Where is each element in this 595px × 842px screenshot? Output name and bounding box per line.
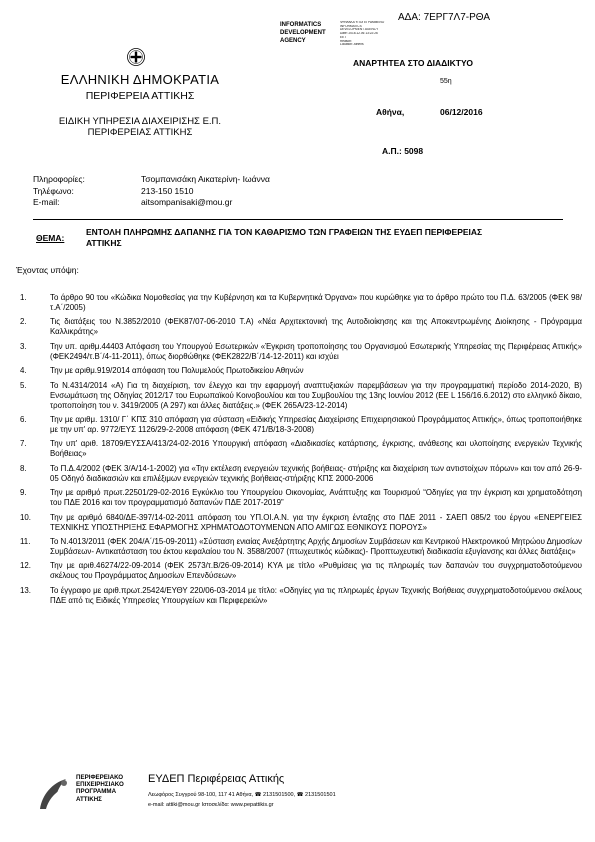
publish-online-notice: ΑΝΑΡΤΗΤΕΑ ΣΤΟ ΔΙΑΔΙΚΤΥΟ: [353, 58, 473, 68]
logo-line: ΠΕΡΙΦΕΡΕΙΑΚΟ: [76, 774, 124, 781]
list-item: [16, 317, 582, 337]
item-number: 1.: [20, 293, 27, 302]
greek-emblem-icon: [126, 47, 146, 67]
intro-text: Έχοντας υπόψη:: [16, 265, 79, 275]
list-item: [16, 537, 582, 557]
place-label: Αθήνα,: [376, 107, 405, 117]
subject-text: ΕΝΤΟΛΗ ΠΛΗΡΩΜΗΣ ΔΑΠΑΝΗΣ ΓΙΑ ΤΟΝ ΚΑΘΑΡΙΣΜΟ ΤΩΝ ΓΡΑΦΕΙΩΝ ΤΗΣ ΕΥΔΕΠ ΠΕΡΙΦΕΡΕΙΑΣ ΑΤΤΙΚΗΣ: [86, 227, 483, 248]
sequence-number: 55η: [440, 78, 452, 85]
item-number: 2.: [20, 317, 27, 327]
divider: [33, 219, 563, 220]
signature-line: DEVELOPMENT AGENCY: [340, 28, 379, 32]
signature-line: EET: [340, 35, 347, 39]
item-text: Την με αριθ.46274/22-09-2014 (ΦΕΚ 2573/τ.Β/26-09-2014) ΚΥΑ με τίτλο «Ρυθμίσεις για τις πληρωμές των δαπανών του συγχρηματοδοτούμενου σκέλους του Προγράμματος Δημοσίων Επενδύσεων»: [50, 561, 582, 581]
country-name: ΕΛΛΗΝΙΚΗ ΔΗΜΟΚΡΑΤΙΑ: [60, 72, 220, 87]
item-text: Την με αριθμ.919/2014 απόφαση του Πολυμελούς Πρωτοδικείου Αθηνών: [50, 366, 304, 376]
considerations-list: [16, 293, 582, 610]
item-text: Την υπ. αριθμ.44403 Απόφαση του Υπουργού Εσωτερικών «Έγκριση τροποποίησης του Οργανισμού Εσωτερικής Υπηρεσίας της Περιφέρειας Αττικής» (ΦΕΚ2494/τ.Β΄/4-11-2011), όπως διορθώθηκε (ΦΕΚ2822/Β΄/14-12-2011) και ισχύει: [50, 341, 582, 361]
list-item: [16, 342, 582, 362]
item-text: Την με αριθμό 6840/ΔΕ-397/14-02-2011 απόφαση του ΥΠ.ΟΙ.Α.Ν. για την έγκριση ένταξης στο ΠΔΕ 2011 - ΣΑΕΠ 085/2 του έργου «ΕΝΕΡΓΕΙΕΣ ΤΕΧΝΙΚΗΣ ΥΠΟΣΤΗΡΙΞΗΣ ΕΦΑΡΜΟΓΗΣ ΧΡΗΜΑΤΟΔΟΤΟΥΜΕΝΩΝ ΑΠΟ ΑΜΙΓΩΣ ΕΘΝΙΚΟΥΣ ΠΟΡΟΥΣ»: [50, 512, 582, 532]
list-item: [16, 586, 582, 606]
item-text: Τις διατάξεις του Ν.3852/2010 (ΦΕΚ87/07-06-2010 Τ.Α) «Νέα Αρχιτεκτονική της Αυτοδιοίκησης και της Αποκεντρωμένης Διοίκησης - Πρόγραμμα Καλλικράτης»: [50, 317, 582, 337]
protocol-number: Α.Π.: 5098: [382, 146, 424, 156]
item-number: 9.: [20, 488, 27, 498]
item-text: Το Ν.4314/2014 «Α) Για τη διαχείριση, τον έλεγχο και την εφαρμογή αναπτυξιακών παρεμβάσεων για την προγραμματική περίοδο 2014-2020, Β) Ενσωμάτωση της Οδηγίας 2012/17 του Ευρωπαϊκού Κοινοβουλίου και του Συμβουλίου της 13ης Ιουνίου 2012 (ΕΕ L 156/16.6.2012) στο ελληνικό δίκαιο, τροποποίηση του ν. 3419/2005 (Α 297) και άλλες διατάξεις.» (ΦΕΚ 265Α/23-12-2014): [50, 380, 582, 410]
item-number: 4.: [20, 366, 27, 376]
signature-line: ΨΗΦΙΑΚΑ ΥΠΟΓΕΓΡΑΜΜΕΝΟ: [340, 21, 385, 24]
info-value: Τσομπανισάκη Αικατερίνη- Ιωάννα: [141, 174, 270, 184]
info-line: INFORMATICS: [280, 22, 322, 28]
info-line: DEVELOPMENT: [280, 30, 326, 36]
email-value: aitsompanisaki@mou.gr: [141, 197, 233, 207]
digital-signature-stamp: [340, 21, 402, 47]
item-text: Το έγγραφο με αριθ.πρωτ.25424/ΕΥΘΥ 220/06-03-2014 με τίτλο: «Οδηγίες για τις πληρωμές έργων Τεχνικής Βοήθειας συγχρηματοδοτούμενου σκέλους ΠΔΕ από τις Ειδικές Υπηρεσίες Υπουργείων και Περιφερειών»: [50, 585, 582, 605]
item-number: 13.: [20, 585, 31, 595]
logo-line: ΠΡΟΓΡΑΜΜΑ: [76, 788, 117, 796]
list-item: [16, 439, 582, 459]
service-name: ΕΙΔΙΚΗ ΥΠΗΡΕΣΙΑ ΔΙΑΧΕΙΡΙΣΗΣ Ε.Π.: [58, 116, 222, 127]
item-text: Την υπ' αριθ. 18709/ΕΥΣΣΑ/413/24-02-2016 Υπουργική απόφαση «Διαδικασίες κατάρτισης, έγκρισης, ανάθεσης και υλοποίησης ενεργειών Τεχνικής Βοήθειας»: [50, 439, 582, 459]
document-date: 06/12/2016: [440, 107, 483, 117]
list-item: [16, 561, 582, 581]
signature-line: Reason:: [340, 39, 352, 43]
region-name: ΠΕΡΙΦΕΡΕΙΑ ΑΤΤΙΚΗΣ: [85, 90, 195, 102]
signature-line: INFORMATICS: [340, 24, 362, 28]
phone-label: Τηλέφωνο:: [33, 185, 74, 196]
item-text: Την με αριθμό πρωτ.22501/29-02-2016 Εγκύκλιο του Υπουργείου Οικονομίας, Ανάπτυξης και Τουρισμού “Οδηγίες για την έγκριση και χρηματοδότηση του ΠΔΕ 2016 και τον προγραμματισμό δαπανών ΠΔΕ 2017-2019”: [50, 488, 582, 508]
item-number: 8.: [20, 463, 27, 473]
item-number: 12.: [20, 561, 31, 571]
footer-title: ΕΥΔΕΠ Περιφέρειας Αττικής: [148, 773, 285, 785]
footer-web: e-mail: attiki@mou.gr Ιστοσελίδα: www.pepattikis.gr: [148, 802, 274, 808]
item-number: 11.: [20, 536, 31, 546]
list-item: [16, 366, 582, 376]
signature-line: Location: Athens: [340, 43, 364, 47]
ada-code: ΑΔΑ: 7ΕΡΓ7Λ7-ΡΘΑ: [398, 12, 491, 23]
email-label: E-mail:: [33, 197, 60, 207]
informatics-agency-label: [280, 21, 326, 45]
item-number: 6.: [20, 414, 27, 424]
logo-line: ΑΤΤΙΚΗΣ: [76, 795, 102, 803]
info-line: AGENCY: [280, 38, 306, 44]
item-text: Το Ν.4013/2011 (ΦΕΚ 204/Α΄/15-09-2011) «Σύσταση ενιαίας Ανεξάρτητης Αρχής Δημοσίων Συμβάσεων και Κεντρικού Ηλεκτρονικού Μητρώου Δημοσίων Συμβάσεων- Αντικατάσταση του έκτου κεφαλαίου του Ν. 3588/2007 (πτωχευτικός κώδικας)- Προπτωχευτική διαδικασία εξυγίανσης και άλλες διατάξεις»: [50, 536, 582, 556]
item-number: 10.: [20, 512, 31, 522]
item-text: Το άρθρο 90 του «Κώδικα Νομοθεσίας για την Κυβέρνηση και τα Κυβερνητικά Όργανα» που κυρώθηκε για το άρθρο πρώτο του Π.Δ. 63/2005 (ΦΕΚ 98/τ.Α΄/2005): [50, 293, 582, 312]
service-region: ΠΕΡΙΦΕΡΕΙΑΣ ΑΤΤΙΚΗΣ: [87, 127, 193, 138]
info-label: Πληροφορίες:: [33, 174, 85, 184]
logo-line: ΕΠΙΧΕΙΡΗΣΙΑΚΟ: [76, 781, 124, 789]
list-item: [16, 415, 582, 435]
signature-line: Date: 2016.12.06 13:22:26: [340, 32, 378, 36]
logo-text: [76, 774, 124, 803]
footer-address: Λεωφόρος Συγγρού 98-100, 117 41 Αθήνα, ☎ 2131501500, ☎ 2131501501: [148, 792, 336, 798]
list-item: [16, 293, 582, 313]
subject-label: ΘΕΜΑ:: [36, 233, 65, 243]
phone-value: 213-150 1510: [141, 185, 194, 196]
list-item: [16, 464, 582, 484]
list-item: [16, 513, 582, 533]
list-item: [16, 381, 582, 411]
item-number: 7.: [20, 439, 27, 449]
item-number: 5.: [20, 380, 27, 390]
item-number: 3.: [20, 341, 27, 351]
item-text: Το Π.Δ.4/2002 (ΦΕΚ 3/Α/14-1-2002) για «Την εκτέλεση ενεργειών τεχνικής βοήθειας- στήριξης και διαχείριση των αντιστοίχων πόρων» και τον από 26-9-05 Οδηγό διαδικασιών και επιλέξιμων ενεργειών τεχνικής βοήθειας-στήριξης ΚΠΣ 2000-2006: [50, 463, 582, 483]
regional-program-logo-icon: [34, 775, 74, 813]
item-text: Την με αριθμ. 1310/ Γ΄ ΚΠΣ 310 απόφαση για σύσταση «Ειδικής Υπηρεσίας Διαχείρισης Επιχειρησιακού Προγράμματος Αττικής», όπως τροποποιήθηκε με την υπ' αρ. 9772/ΕΥΣ 1126/29-2-2008 απόφαση (ΦΕΚ 471/Β/18-3-2008): [50, 414, 582, 434]
list-item: [16, 488, 582, 508]
